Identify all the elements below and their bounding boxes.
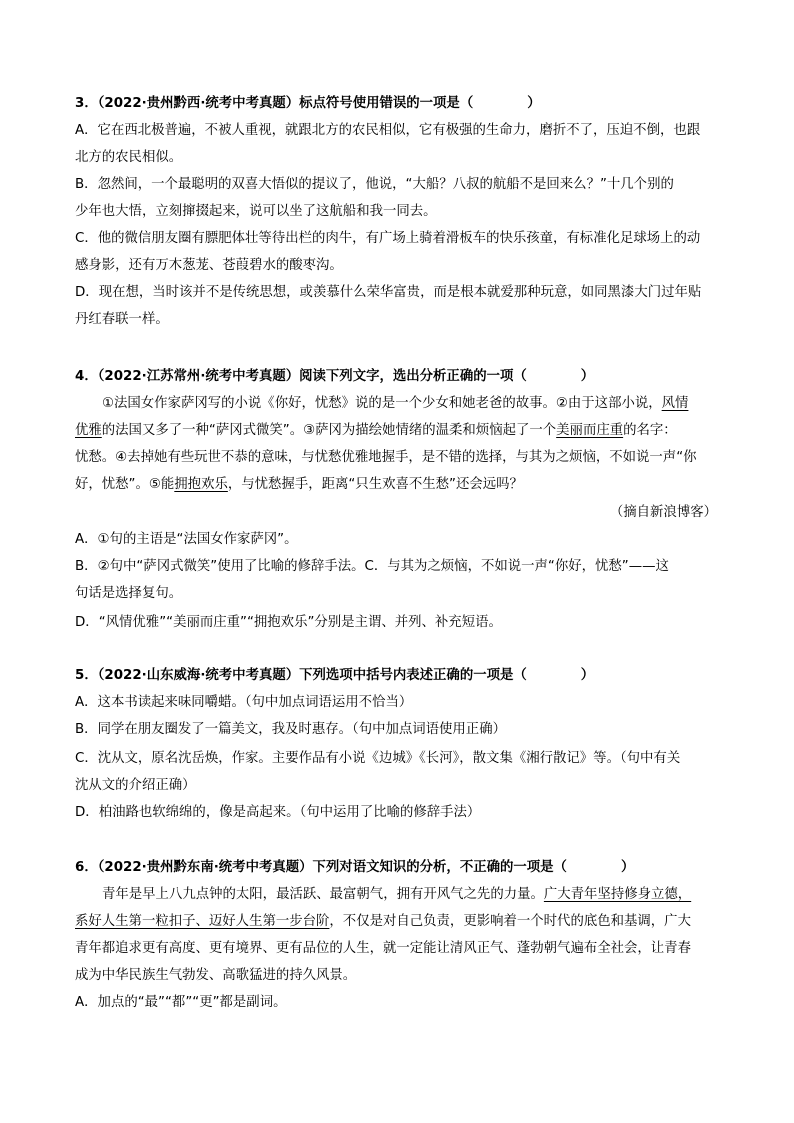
q5-option-c-cont: 沈从文的介绍正确） [75, 778, 196, 793]
q5-option-d: D．柏油路也软绵绵的，像是高起来。（句中运用了比喻的修辞手法） [75, 805, 481, 820]
question-4-title: 4．（2022·江苏常州·统考中考真题）阅读下列文字，选出分析正确的一项（ ） [75, 369, 595, 384]
q4-passage-line-3: 忧愁。④去掉她有些玩世不恭的意味，与忧愁优雅地握手，是不错的选择，与其为之烦恼，不如说一声“你 [75, 450, 697, 465]
q6-passage-line-2: 系好人生第一粒扣子、迈好人生第一步台阶，不仅是对自己负责，更影响着一个时代的底色和基调，广大 [75, 914, 691, 929]
q5-option-b: B．同学在朋友圈发了一篇美文，我及时惠存。（句中加点词语使用正确） [75, 722, 506, 737]
q3-option-b: B．忽然间，一个最聪明的双喜大悟似的提议了，他说，“大船？八叔的航船不是回来么？”十几个别的 [75, 177, 674, 192]
q5-option-a: A．这本书读起来味同嚼蜡。（句中加点词语运用不恰当） [75, 695, 413, 710]
q3-option-a: A．它在西北极普遍，不被人重视，就跟北方的农民相似，它有极强的生命力，磨折不了，压迫不倒，也跟 [75, 123, 701, 138]
q4-passage-line-1: ①法国女作家萨冈写的小说《你好，忧愁》说的是一个少女和她老爸的故事。②由于这部小说，风情 [102, 396, 689, 411]
q3-option-b-cont: 少年也大悟，立刻撺掇起来，说可以坐了这航船和我一同去。 [75, 204, 437, 219]
q6-option-a: A．加点的“最”“都”“更”都是副词。 [75, 995, 287, 1010]
q3-option-c-cont: 感身影，还有万木葱茏、苍葭碧水的酸枣沟。 [75, 258, 343, 273]
q3-option-c: C．他的微信朋友圈有膘肥体壮等待出栏的肉牛，有广场上骑着滑板车的快乐孩童，有标准化足球场上的动 [75, 231, 701, 246]
question-5-title: 5．（2022·山东威海·统考中考真题）下列选项中括号内表述正确的一项是（ ） [75, 668, 595, 683]
q3-option-a-cont: 北方的农民相似。 [75, 150, 183, 165]
q6-passage-line-1: 青年是早上八九点钟的太阳，最活跃、最富朝气，拥有开风气之先的力量。广大青年坚持修身立德， [102, 887, 692, 902]
question-3-title: 3．（2022·贵州黔西·统考中考真题）标点符号使用错误的一项是（ ） [75, 96, 541, 111]
q5-option-c: C．沈从文，原名沈岳焕，作家。主要作品有小说《边城》《长河》，散文集《湘行散记》等。（句中有关 [75, 751, 681, 766]
q4-option-b-cont: 句话是选择复句。 [75, 586, 183, 601]
question-6-title: 6．（2022·贵州黔东南·统考中考真题）下列对语文知识的分析，不正确的一项是（ ） [75, 860, 635, 875]
q4-source: （摘自新浪博客） [609, 505, 717, 520]
q6-passage-line-3: 青年都追求更有高度、更有境界、更有品位的人生，就一定能让清风正气、蓬勃朝气遍布全社会，让青春 [75, 941, 691, 956]
q3-option-d-cont: 丹红春联一样。 [75, 312, 169, 327]
q6-passage-line-4: 成为中华民族生气勃发、高歌猛进的持久风景。 [75, 968, 357, 983]
q4-passage-line-2: 优雅的法国又多了一种“萨冈式微笑”。③萨冈为描绘她情绪的温柔和烦恼起了一个美丽而庄重的名字： [75, 423, 677, 438]
q4-option-a: A．①句的主语是“法国女作家萨冈”。 [75, 532, 298, 547]
q3-option-d: D．现在想，当时该并不是传统思想，或羡慕什么荣华富贵，而是根本就爱那种玩意，如同黑漆大门过年贴 [75, 285, 702, 300]
q4-passage-line-4: 好，忧愁”。⑤能拥抱欢乐，与忧愁握手，距离“只生欢喜不生愁”还会远吗？ [75, 477, 523, 492]
q4-option-d: D．“风情优雅”“美丽而庄重”“拥抱欢乐”分别是主谓、并列、补充短语。 [75, 615, 502, 630]
q4-option-b: B．②句中“萨冈式微笑”使用了比喻的修辞手法。C．与其为之烦恼，不如说一声“你好，忧愁”——这 [75, 559, 669, 574]
